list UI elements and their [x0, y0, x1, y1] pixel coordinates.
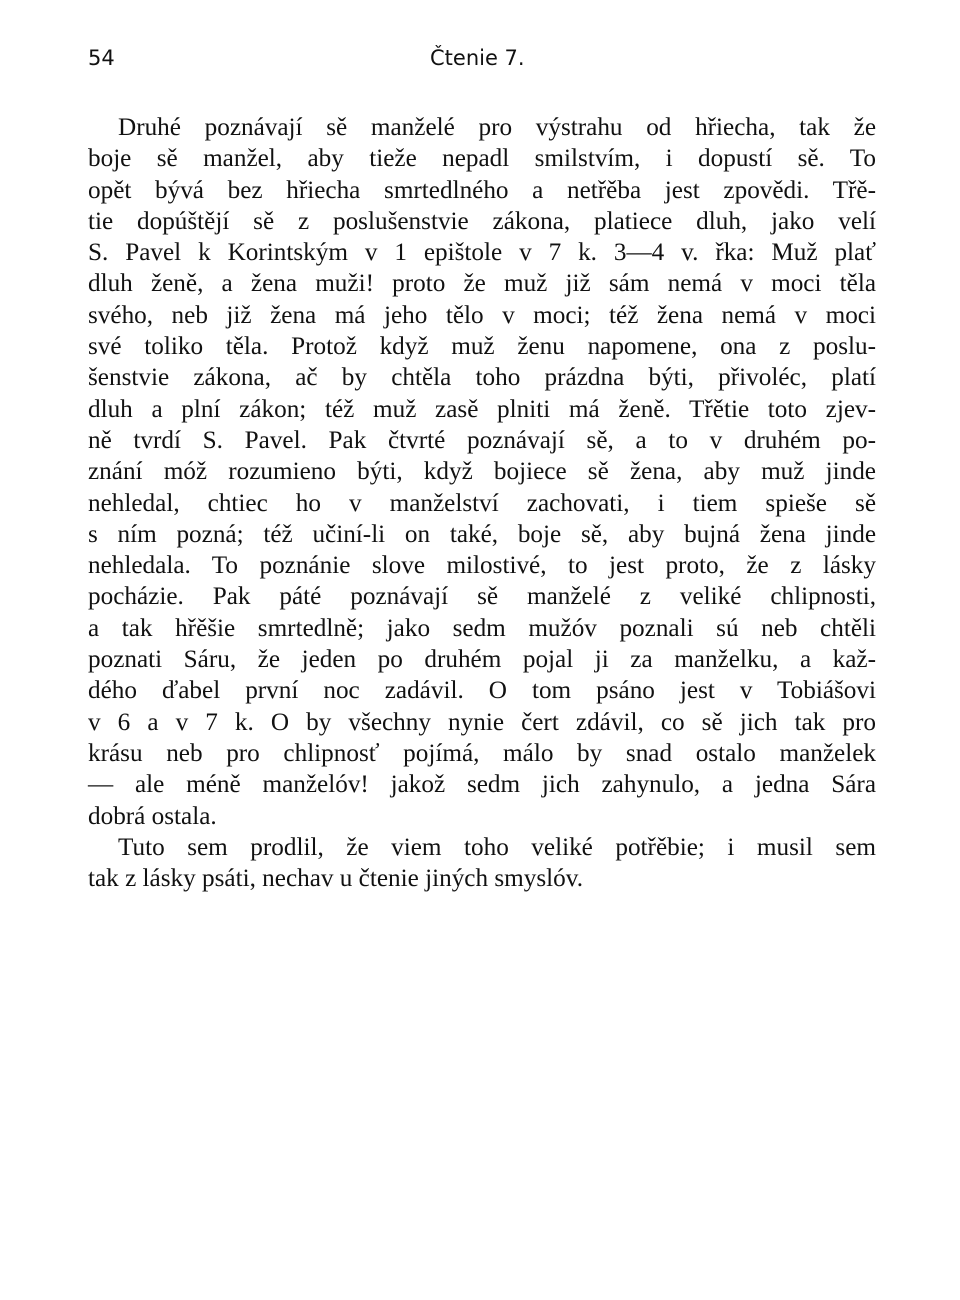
running-title: Čtenie 7.: [430, 46, 525, 70]
text-line: nehledal, chtiec ho v manželství zachovati, i tiem spieše sě: [88, 489, 876, 517]
text-line: dobrá ostala.: [88, 802, 217, 830]
text-line: ně tvrdí S. Pavel. Pak čtvrté poznávají sě, a to v druhém po-: [88, 426, 876, 454]
text-line: nehledala. To poznánie slove milostivé, to jest proto, že z lásky: [88, 552, 876, 580]
text-line: znání móž rozumieno býti, když bojiece sě žena, aby muž jinde: [88, 458, 876, 486]
text-line: své toliko těla. Protož když muž ženu napomene, ona z poslu-: [88, 333, 876, 361]
text-line: dluh ženě, a žena muži! proto že muž již sám nemá v moci těla: [88, 270, 876, 298]
text-line: S. Pavel k Korintským v 1 epištole v 7 k. 3—4 v. řka: Muž plať: [88, 239, 876, 267]
text-line: šenstvie zákona, ač by chtěla toho prázdna býti, přivoléc, platí: [88, 364, 876, 392]
text-line: — ale méně manželóv! jakož sedm jich zahynulo, a jedna Sára: [88, 771, 876, 799]
body-text: [88, 112, 876, 894]
text-line: svého, neb již žena má jeho tělo v moci; též žena nemá v moci: [88, 301, 876, 329]
text-line: Tuto sem prodlil, že viem toho veliké potřěbie; i musil sem: [118, 833, 876, 861]
text-line: opět bývá bez hřiecha smrtedlného a netřěba jest zpovědi. Třě-: [88, 176, 876, 204]
text-line: poznati Sáru, že jeden po druhém pojal ji za manželku, a kaž-: [88, 646, 876, 674]
text-line: tie dopúštějí sě z poslušenstvie zákona, platiece dluh, jako velí: [88, 207, 876, 235]
book-page: [88, 40, 876, 894]
text-line: krásu neb pro chlipnosť pojímá, málo by snad ostalo manželek: [88, 739, 876, 767]
text-line: Druhé poznávají sě manželé pro výstrahu od hřiecha, tak že: [118, 114, 876, 141]
paragraph-2: [88, 832, 876, 895]
text-line: boje sě manžel, aby tieže nepadl smilstvím, i dopustí sě. To: [88, 145, 876, 173]
page-number: 54: [88, 46, 115, 70]
text-line: a tak hřěšie smrtedlně; jako sedm mužóv poznali sú neb chtěli: [88, 614, 876, 642]
text-line: pocházie. Pak páté poznávají sě manželé z veliké chlipnosti,: [88, 583, 876, 611]
text-line: dého ďabel první noc zadávil. O tom psáno jest v Tobiášovi: [88, 677, 876, 705]
text-line: s ním pozná; též učiní-li on také, boje sě, aby bujná žena jinde: [88, 520, 876, 548]
text-line: tak z lásky psáti, nechav u čtenie jiných smyslóv.: [88, 865, 583, 893]
text-line: v 6 a v 7 k. O by všechny nynie čert zdávil, co sě jich tak pro: [88, 708, 876, 736]
paragraph-1: [88, 112, 876, 832]
page-header: [88, 40, 876, 80]
text-line: dluh a plní zákon; též muž zasě plniti má ženě. Třětie toto zjev-: [88, 395, 876, 423]
